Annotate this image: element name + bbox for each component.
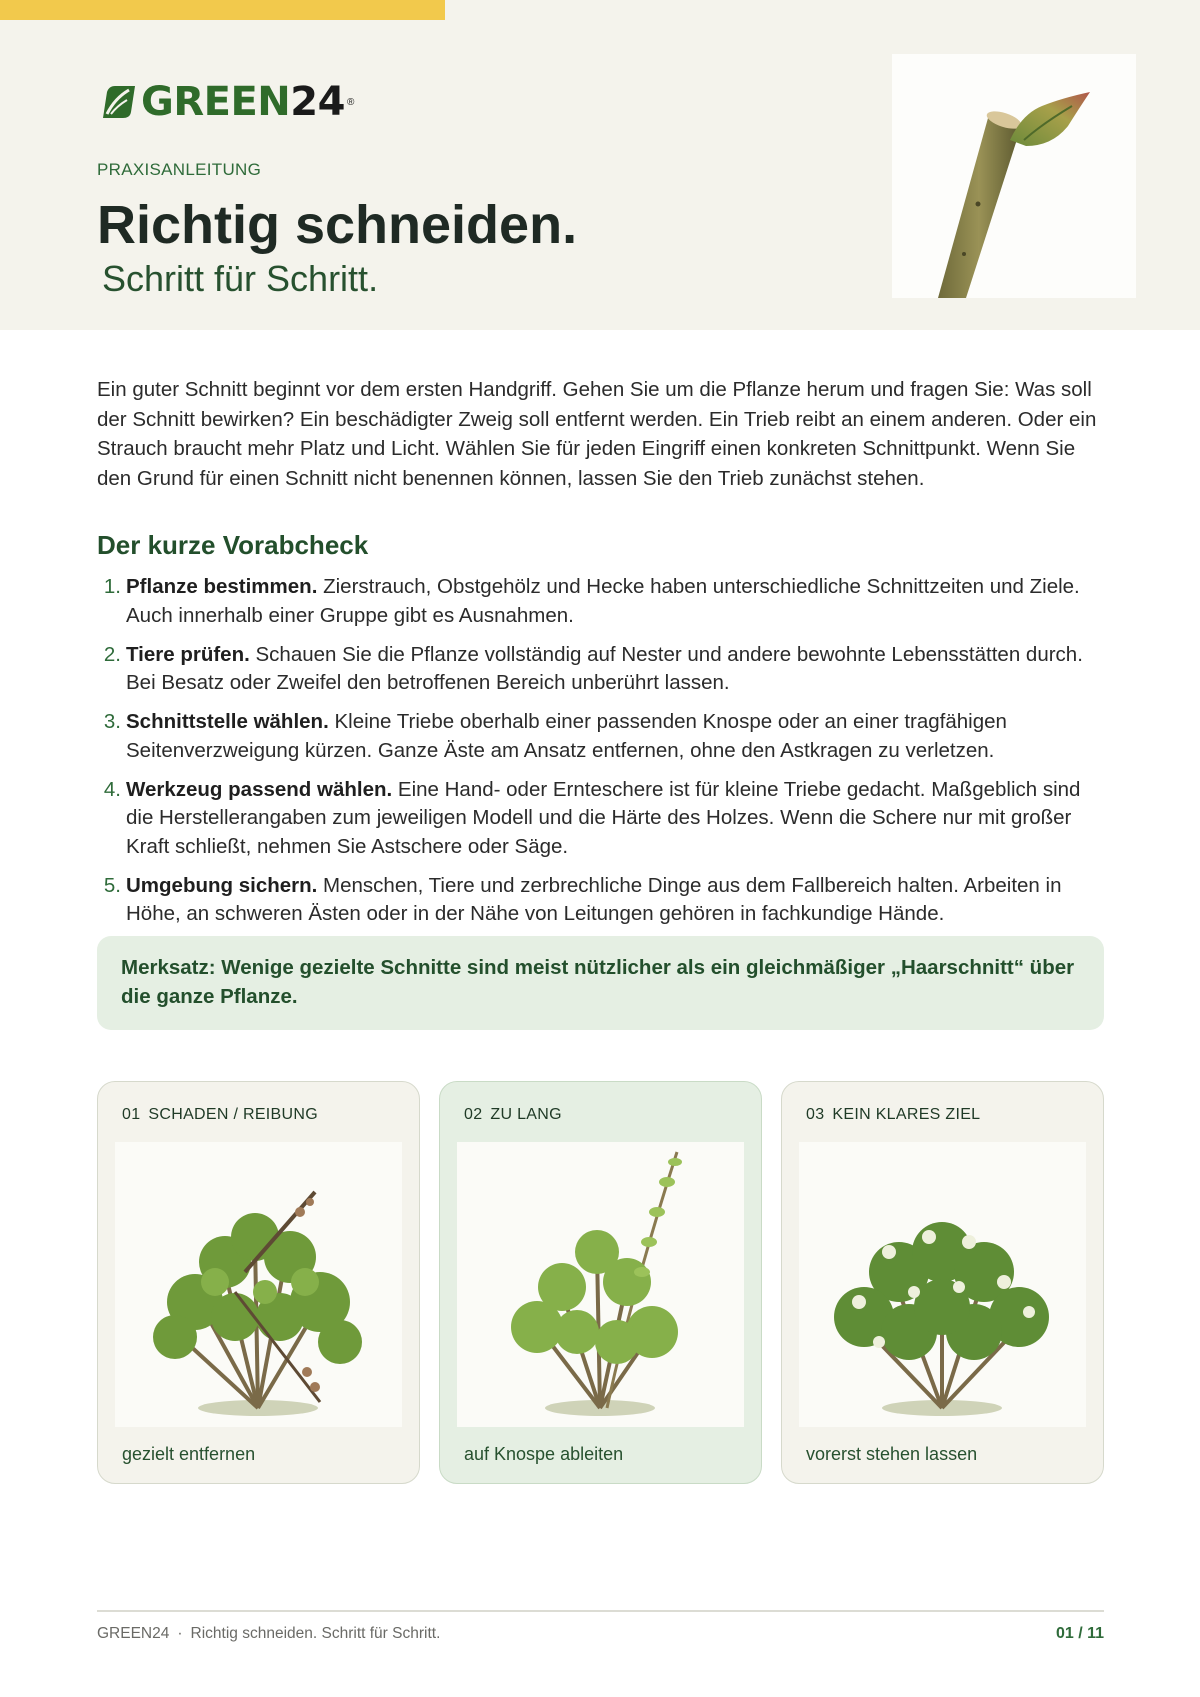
footer-divider <box>97 1610 1104 1612</box>
eyebrow-label: PRAXISANLEITUNG <box>97 160 262 179</box>
step-text: Zierstrauch, Obstgehölz und Hecke haben unterschiedliche Schnittzeiten und Ziele. Auch innerhalb einer Gruppe gibt es Ausnahmen. <box>126 575 1080 627</box>
card-caption: auf Knospe ableiten <box>464 1444 624 1464</box>
flowering-shrub-illustration <box>799 1142 1086 1427</box>
card-caption: vorerst stehen lassen <box>806 1444 978 1464</box>
checklist <box>97 573 1107 939</box>
step-lead: Werkzeug passend wählen. <box>126 777 393 801</box>
step-number: 4. <box>103 777 121 801</box>
brand-logo <box>97 80 354 124</box>
list-item <box>97 641 1107 698</box>
shrub-icon <box>115 1142 402 1427</box>
top-accent-bar <box>0 0 445 20</box>
card-no-clear-goal <box>781 1081 1104 1484</box>
step-lead: Tiere prüfen. <box>126 642 250 666</box>
card-damage-friction <box>97 1081 420 1484</box>
footer-separator: · <box>177 1625 183 1642</box>
pruned-twig-bud-photo <box>892 54 1136 298</box>
page-subtitle: Schritt für Schritt. <box>102 258 379 299</box>
footer-doc-info <box>97 1625 440 1643</box>
list-item <box>97 573 1107 630</box>
step-text: Schauen Sie die Pflanze vollständig auf Nester und andere bewohnte Lebensstätten durch. Bei Besatz oder Zweifel den betroffenen Bereich unberührt lassen. <box>126 642 1083 694</box>
step-text: Kleine Triebe oberhalb einer passenden Knospe oder an einer tragfähigen Seitenverzweigung kürzen. Ganze Äste am Ansatz entfernen, ohne den Astkragen zu verletzen. <box>126 710 1007 762</box>
card-label: 01 SCHADEN / REIBUNG <box>122 1106 318 1123</box>
card-caption: gezielt entfernen <box>122 1444 256 1464</box>
intro-paragraph: Ein guter Schnitt beginnt vor dem ersten Handgriff. Gehen Sie um die Pflanze herum und fragen Sie: Was soll der Schnitt bewirken? Ein beschädigter Zweig soll entfernt werden. Ein Trieb reibt an einem anderen. Oder ein Strauch braucht mehr Platz und Licht. Wählen Sie für jeden Eingriff einen konkreten Schnittpunkt. Wenn Sie den Grund für einen Schnitt nicht benennen können, lassen Sie den Trieb zunächst stehen. <box>97 378 1097 490</box>
shrub-icon <box>799 1142 1086 1427</box>
shrub-icon <box>457 1142 744 1427</box>
shrub-with-damaged-branch-illustration <box>115 1142 402 1427</box>
twig-image-icon <box>892 54 1136 298</box>
step-lead: Umgebung sichern. <box>126 873 318 897</box>
footer-brand: GREEN24 <box>97 1625 170 1642</box>
card-label: 03 KEIN KLARES ZIEL <box>806 1106 981 1123</box>
merksatz-callout: Merksatz: Wenige gezielte Schnitte sind meist nützlicher als ein gleichmäßiger „Haarschnitt“ über die ganze Pflanze. <box>97 936 1104 1030</box>
step-text: Menschen, Tiere und zerbrechliche Dinge aus dem Fallbereich halten. Arbeiten in Höhe, an schweren Ästen oder in der Nähe von Leitungen gehören in fachkundige Hände. <box>126 873 1062 925</box>
step-number: 1. <box>103 575 121 598</box>
shrub-with-long-shoot-illustration <box>457 1142 744 1427</box>
registered-mark: ® <box>346 96 355 108</box>
step-number: 2. <box>103 642 121 666</box>
list-item <box>97 872 1107 929</box>
list-item <box>97 776 1107 862</box>
step-number: 5. <box>103 873 121 897</box>
card-label: 02 ZU LANG <box>464 1106 562 1123</box>
step-number: 3. <box>103 710 121 733</box>
list-item <box>97 708 1107 765</box>
page-number: 01 / 11 <box>1055 1625 1104 1642</box>
leaf-logo-icon <box>97 84 137 120</box>
card-too-long <box>439 1081 762 1484</box>
step-text: Eine Hand- oder Ernteschere ist für kleine Triebe gedacht. Maßgeblich sind die Herstellerangaben zum jeweiligen Modell und die Härte des Holzes. Wenn die Schere nur mit großer Kraft schließt, nehmen Sie Astschere oder Säge. <box>126 777 1081 858</box>
logo-wordmark: GREEN24 <box>141 79 345 125</box>
checklist-heading: Der kurze Vorabcheck <box>97 530 369 560</box>
footer-doc-title: Richtig schneiden. Schritt für Schritt. <box>190 1625 441 1642</box>
page-title: Richtig schneiden. <box>97 195 578 255</box>
step-lead: Schnittstelle wählen. <box>126 710 329 733</box>
step-lead: Pflanze bestimmen. <box>126 575 318 598</box>
